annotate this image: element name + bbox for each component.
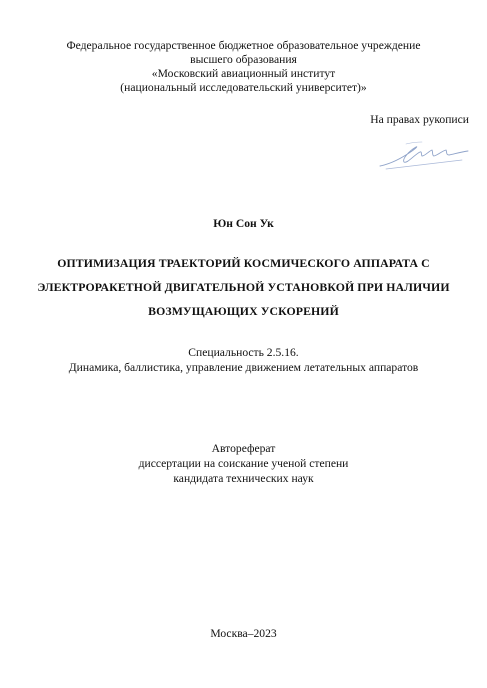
abstract-degree-line: диссертации на соискание ученой степени: [138, 457, 349, 470]
abstract-science-line: кандидата технических наук: [173, 472, 314, 485]
thesis-title-line-3: ВОЗМУЩАЮЩИХ УСКОРЕНИЙ: [148, 304, 339, 318]
thesis-title-line-1: ОПТИМИЗАЦИЯ ТРАЕКТОРИЙ КОСМИЧЕСКОГО АППАРАТА С: [57, 256, 430, 270]
signature-icon: [376, 138, 472, 172]
author-name: Юн Сон Ук: [213, 217, 274, 230]
institution-line-4: (национальный исследовательский университет)»: [120, 81, 367, 94]
manuscript-rights: На правах рукописи: [370, 113, 469, 126]
specialty-name: Динамика, баллистика, управление движением летательных аппаратов: [68, 361, 419, 374]
specialty-code: Специальность 2.5.16.: [188, 346, 299, 359]
institution-line-3: «Московский авиационный институт: [151, 67, 336, 80]
institution-line-1: Федеральное государственное бюджетное образовательное учреждение: [66, 39, 421, 52]
place-year: Москва–2023: [210, 627, 277, 640]
thesis-title-line-2: ЭЛЕКТРОРАКЕТНОЙ ДВИГАТЕЛЬНОЙ УСТАНОВКОЙ ПРИ НАЛИЧИИ: [37, 280, 450, 294]
institution-line-2: высшего образования: [190, 53, 297, 66]
abstract-label: Автореферат: [211, 442, 276, 455]
